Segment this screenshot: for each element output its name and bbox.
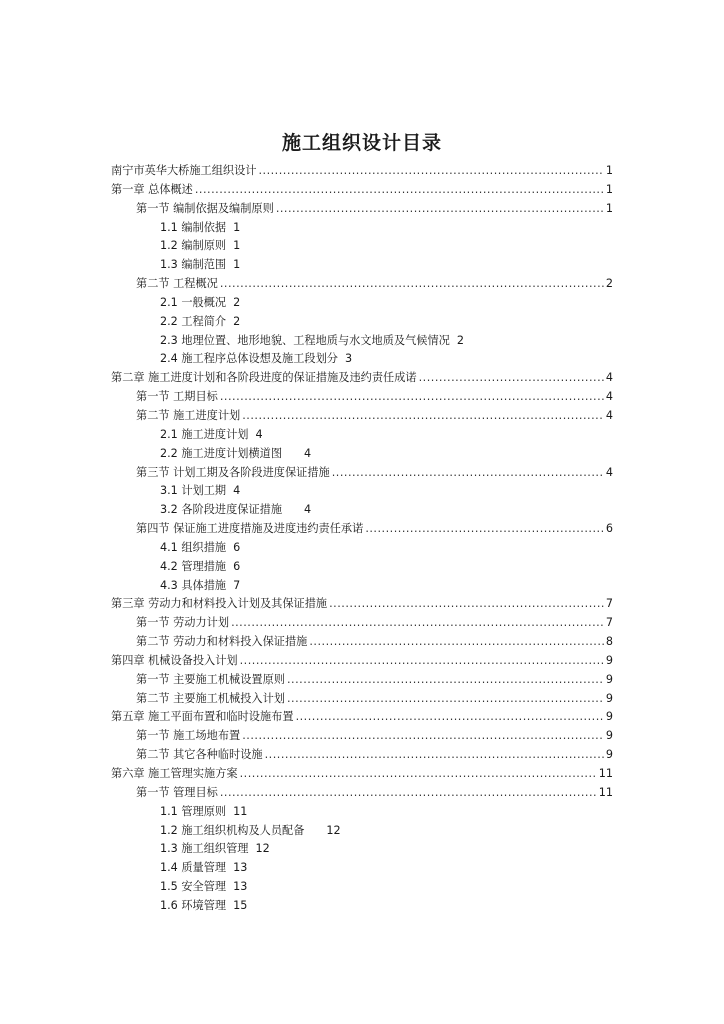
toc-entry-title: 1.3 编制范围 (160, 258, 227, 272)
toc-entry (0, 445, 724, 464)
toc-entry (0, 727, 613, 746)
toc-page-number: 6 (605, 522, 613, 536)
toc-entry-title: 第二节 其它各种临时设施 (136, 748, 263, 762)
page-title: 施工组织设计目录 (281, 132, 442, 154)
toc-entry-title: 1.3 施工组织管理 (160, 842, 249, 856)
toc-entry (0, 897, 724, 916)
dot-leader (220, 784, 597, 803)
toc-entry-title: 第一章 总体概述 (111, 182, 193, 196)
toc-entry (0, 520, 613, 539)
toc-entry-title: 2.3 地理位置、地形地貌、工程地质与水文地质及气候情况 (160, 333, 450, 347)
toc-entry-title: 3.2 各阶段进度保证措施 (160, 503, 283, 517)
dot-leader (329, 595, 604, 614)
dot-leader (287, 671, 604, 690)
toc-entry (0, 539, 724, 558)
toc-entry-title: 南宁市英华大桥施工组织设计 (111, 164, 257, 177)
dot-leader (276, 200, 604, 219)
toc-entry (0, 784, 613, 803)
toc-entry (0, 369, 613, 388)
toc-entry-title: 1.1 编制依据 (160, 220, 227, 234)
toc-entry (0, 690, 613, 709)
toc-entry-title: 第二节 工程概况 (136, 277, 218, 291)
toc-entry-title: 1.6 环境管理 (160, 898, 227, 912)
toc-entry-title: 第二节 施工进度计划 (136, 408, 241, 422)
toc-entry (0, 708, 613, 727)
toc-page-number: 1 (605, 164, 613, 177)
toc-entry (0, 803, 724, 822)
toc-entry-title: 3.1 计划工期 (160, 484, 227, 498)
toc-page-number: 2 (233, 314, 241, 328)
toc-page-number: 7 (605, 597, 613, 611)
toc-entry (0, 181, 613, 200)
toc-entry-title: 2.2 施工进度计划横道图 (160, 446, 283, 460)
toc-entry (0, 558, 724, 577)
toc-entry-title: 4.3 具体措施 (160, 578, 227, 592)
toc-entry (0, 633, 613, 652)
dot-leader (240, 765, 597, 784)
toc-entry (0, 501, 724, 520)
dot-leader (240, 652, 604, 671)
toc-entry (0, 482, 724, 501)
toc-entry (0, 275, 613, 294)
toc-entry (0, 256, 724, 275)
toc-page-number: 4 (605, 408, 613, 422)
toc-entry-title: 第六章 施工管理实施方案 (111, 767, 238, 780)
toc-entry-title: 第一节 主要施工机械设置原则 (136, 672, 285, 686)
toc-entry-title: 第一节 管理目标 (136, 785, 218, 799)
toc-page-number: 13 (233, 861, 248, 875)
dot-leader (287, 690, 604, 709)
toc-entry-title: 第三章 劳动力和材料投入计划及其保证措施 (111, 597, 328, 611)
toc-page-number: 3 (344, 352, 353, 366)
toc-entry-title: 第一节 劳动力计划 (136, 616, 230, 630)
toc-entry-title: 第一节 工期目标 (136, 390, 218, 404)
toc-entry (0, 652, 613, 671)
toc-entry (0, 294, 724, 313)
toc-page-number: 2 (233, 295, 241, 309)
toc-entry (0, 219, 724, 238)
toc-entry (0, 878, 724, 897)
toc-entry (0, 426, 724, 445)
toc-entry (0, 350, 724, 369)
toc-page-number: 12 (326, 823, 341, 837)
toc-entry (0, 746, 613, 765)
dot-leader (332, 464, 604, 483)
toc-entry (0, 765, 613, 784)
toc-entry (0, 464, 613, 483)
toc-entry-title: 第一节 施工场地布置 (136, 729, 241, 743)
toc-entry-title: 1.2 施工组织机构及人员配备 (160, 823, 305, 837)
dot-leader (231, 614, 604, 633)
toc-entry (0, 595, 613, 614)
toc-page-number: 4 (605, 390, 613, 404)
toc-entry-title: 第五章 施工平面布置和临时设施布置 (111, 710, 294, 724)
toc-entry (0, 332, 724, 351)
toc-page-number: 4 (605, 371, 613, 385)
toc-entry (0, 237, 724, 256)
toc-page-number: 11 (233, 804, 248, 818)
toc-page-number: 6 (233, 540, 241, 554)
toc-entry (0, 407, 613, 426)
toc-page-number: 7 (233, 578, 241, 592)
dot-leader (220, 388, 604, 407)
dot-leader (365, 520, 604, 539)
toc-page-number: 4 (304, 503, 312, 517)
toc-entry-title: 1.5 安全管理 (160, 880, 227, 894)
toc-entry-title: 2.1 一般概况 (160, 295, 227, 309)
toc-entry (0, 162, 613, 181)
toc-entry (0, 313, 724, 332)
dot-leader (242, 727, 604, 746)
toc-page-number: 11 (598, 767, 613, 780)
toc-page-number: 4 (605, 465, 613, 479)
toc-page-number: 2 (605, 277, 613, 291)
toc-entry (0, 859, 724, 878)
toc-entry-title: 第二节 主要施工机械投入计划 (136, 691, 285, 705)
toc-page-number: 2 (456, 333, 464, 347)
toc-entry (0, 840, 724, 859)
toc-entry-title: 第二节 劳动力和材料投入保证措施 (136, 635, 308, 649)
toc-entry (0, 388, 613, 407)
toc-entry-title: 1.1 管理原则 (160, 804, 227, 818)
toc-page-number: 6 (233, 559, 241, 573)
dot-leader (309, 633, 604, 652)
toc-entry (0, 671, 613, 690)
dot-leader (195, 181, 604, 200)
table-of-contents (0, 162, 724, 916)
toc-entry-title: 第三节 计划工期及各阶段进度保证措施 (136, 465, 330, 479)
toc-page-number: 15 (233, 898, 248, 912)
dot-leader (220, 275, 604, 294)
toc-page-number: 1 (233, 239, 241, 253)
toc-entry-title: 2.1 施工进度计划 (160, 427, 249, 441)
toc-page-number: 4 (233, 484, 241, 498)
toc-page-number: 1 (233, 258, 241, 272)
toc-page-number: 4 (304, 446, 312, 460)
toc-page-number: 7 (605, 616, 613, 630)
toc-page-number: 8 (605, 635, 613, 649)
toc-entry-title: 4.2 管理措施 (160, 559, 227, 573)
toc-page-number: 9 (605, 748, 613, 762)
dot-leader (258, 162, 603, 181)
dot-leader (419, 369, 604, 388)
toc-page-number: 9 (605, 729, 613, 743)
toc-entry-title: 第四节 保证施工进度措施及进度违约责任承诺 (136, 522, 364, 536)
toc-page-number: 13 (233, 880, 248, 894)
toc-page-number: 1 (233, 220, 241, 234)
toc-entry (0, 577, 724, 596)
toc-entry-title: 2.4 施工程序总体设想及施工段划分 (160, 352, 338, 366)
toc-page-number: 1 (605, 201, 613, 215)
toc-page-number: 4 (255, 427, 263, 441)
dot-leader (296, 708, 604, 727)
toc-page-number: 11 (598, 785, 613, 799)
toc-entry-title: 第四章 机械设备投入计划 (111, 653, 238, 667)
toc-page-number: 9 (605, 691, 613, 705)
toc-page-number: 9 (605, 710, 613, 724)
toc-entry (0, 822, 724, 841)
toc-entry (0, 200, 613, 219)
toc-page-number: 9 (605, 653, 613, 667)
toc-entry-title: 4.1 组织措施 (160, 540, 227, 554)
dot-leader (242, 407, 604, 426)
toc-entry-title: 第一节 编制依据及编制原则 (136, 201, 274, 215)
toc-entry-title: 第二章 施工进度计划和各阶段进度的保证措施及违约责任成诺 (111, 371, 417, 385)
toc-entry-title: 2.2 工程简介 (160, 314, 227, 328)
toc-entry-title: 1.2 编制原则 (160, 239, 227, 253)
toc-page-number: 1 (605, 182, 613, 196)
toc-entry (0, 614, 613, 633)
toc-entry-title: 1.4 质量管理 (160, 861, 227, 875)
dot-leader (265, 746, 604, 765)
toc-page-number: 9 (605, 672, 613, 686)
toc-page-number: 12 (255, 842, 270, 856)
